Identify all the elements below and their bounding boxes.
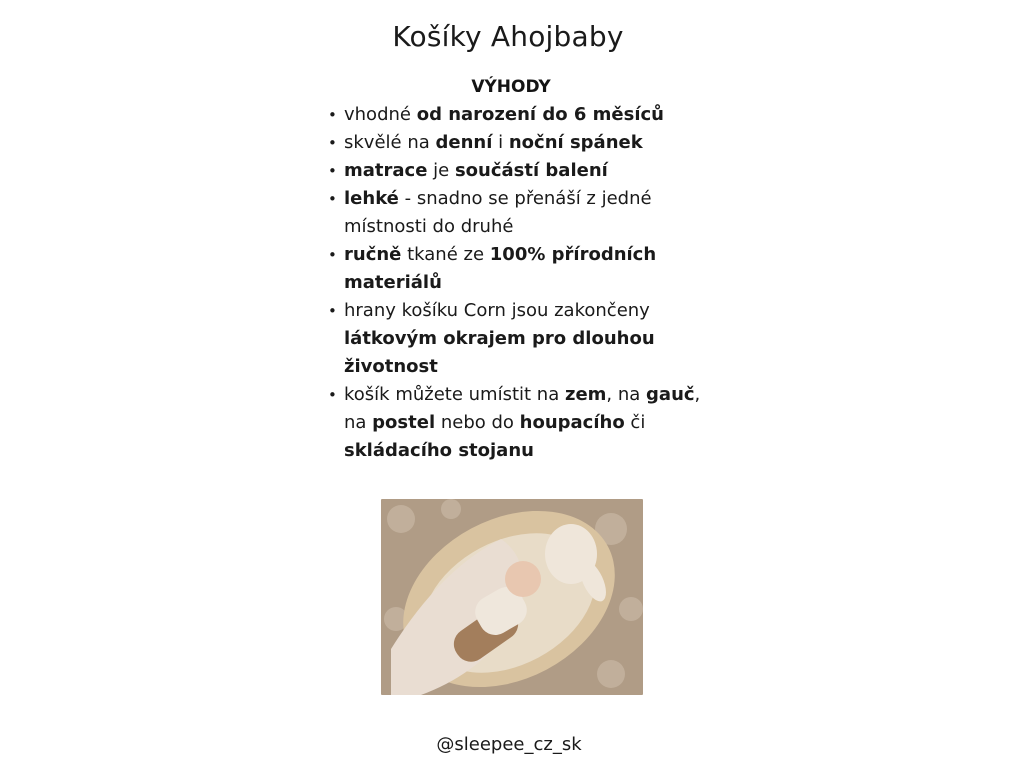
- benefit-text-bold: skládacího stojanu: [344, 440, 534, 461]
- benefit-item: [328, 101, 728, 129]
- benefit-text: košík můžete umístit na: [344, 384, 565, 405]
- benefit-text-bold: gauč: [646, 384, 695, 405]
- benefit-item: [328, 157, 728, 185]
- benefit-item: [328, 129, 728, 157]
- benefit-text-bold: látkovým okrajem pro dlouhou životnost: [344, 328, 655, 377]
- benefit-text-bold: ručně: [344, 244, 402, 265]
- benefit-text-bold: denní: [435, 132, 493, 153]
- benefits-list: [328, 101, 728, 465]
- benefit-item: [328, 185, 728, 241]
- benefit-text-bold: zem: [564, 384, 607, 405]
- benefit-text: tkané ze: [401, 244, 490, 265]
- page-title: Košíky Ahojbaby: [392, 20, 624, 53]
- benefit-text: nebo do: [435, 412, 520, 433]
- benefit-text: skvělé na: [344, 132, 436, 153]
- benefit-text-bold: noční spánek: [508, 132, 643, 153]
- baby-in-basket-photo-icon: [381, 499, 643, 695]
- product-photo: [381, 499, 643, 695]
- benefit-text: , na: [344, 384, 701, 433]
- benefit-text: hrany košíku Corn jsou zakončeny: [344, 300, 650, 321]
- benefit-text: , na: [606, 384, 647, 405]
- benefit-item: [328, 241, 728, 297]
- benefit-text-bold: houpacího: [519, 412, 625, 433]
- benefit-item: [328, 297, 728, 381]
- benefit-text-bold: lehké: [344, 188, 399, 209]
- benefit-text-bold: postel: [372, 412, 436, 433]
- benefit-text: je: [427, 160, 455, 181]
- benefit-text: vhodné: [344, 104, 417, 125]
- benefit-text: i: [492, 132, 509, 153]
- benefit-item: [328, 381, 728, 465]
- benefit-text: či: [624, 412, 646, 433]
- benefit-text-bold: od narození do 6 měsíců: [416, 104, 665, 125]
- benefit-text-bold: 100% přírodních materiálů: [344, 244, 657, 293]
- benefit-text: - snadno se přenáší z jedné místnosti do druhé: [344, 188, 652, 237]
- benefit-text-bold: součástí balení: [454, 160, 608, 181]
- social-handle: @sleepee_cz_sk: [436, 734, 582, 755]
- benefit-text-bold: matrace: [344, 160, 428, 181]
- section-heading: VÝHODY: [471, 77, 551, 97]
